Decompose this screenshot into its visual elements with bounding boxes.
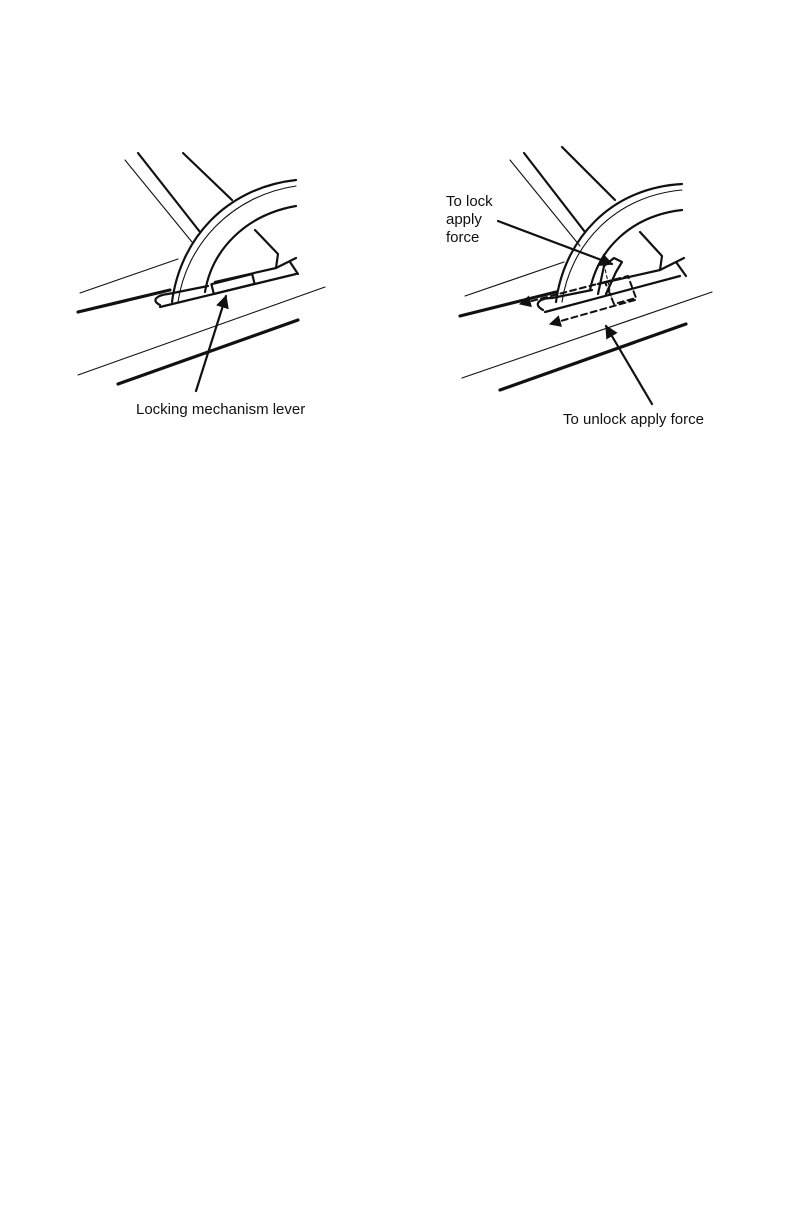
left-bracket-tick (290, 262, 298, 274)
right-rail-2 (460, 292, 556, 316)
label-to-lock-line2: apply (446, 211, 482, 228)
right-upright-b (562, 147, 615, 200)
left-upright-b (183, 153, 232, 200)
left-rail-1 (80, 259, 178, 293)
label-to-lock-line3: force (446, 229, 480, 246)
right-rail-4 (500, 324, 686, 390)
label-locking-mechanism-lever: Locking mechanism lever (136, 401, 306, 418)
right-bracket-tick (676, 262, 686, 276)
label-to-unlock-apply-force: To unlock apply force (563, 411, 704, 428)
label-to-lock-line1: To lock (446, 193, 493, 210)
left-arc-outer-inner (178, 186, 296, 302)
right-dashed-arrow-lower (550, 300, 635, 324)
left-arc-inner (205, 206, 296, 292)
left-bracket (215, 230, 278, 282)
right-arc-outer (556, 184, 682, 302)
left-figure (78, 153, 325, 418)
left-leader-arrow (196, 296, 226, 391)
left-upright-thin (125, 160, 192, 242)
left-upright-a (138, 153, 200, 232)
left-rail-3 (78, 287, 325, 375)
right-lock-leader-arrow (498, 221, 612, 264)
right-upright-thin (510, 160, 580, 246)
right-bracket (598, 232, 662, 284)
right-figure (446, 147, 712, 428)
right-arc-inner (590, 210, 682, 290)
right-upright-a (524, 153, 585, 232)
right-rail-1 (465, 262, 564, 296)
